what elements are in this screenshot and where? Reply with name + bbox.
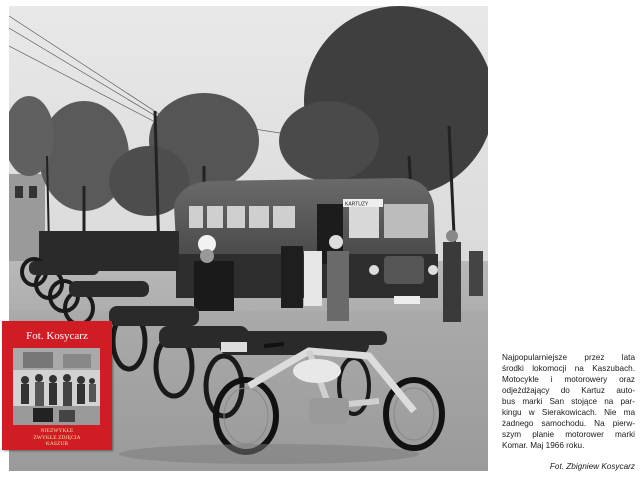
caption-line: odjeżdżający do Kartuz auto- [502, 386, 635, 395]
book-subtitle-line: KASZUB [45, 441, 69, 448]
book-cover-photo [13, 348, 100, 425]
book-cover-illustration [13, 348, 100, 425]
book-subtitle [2, 428, 112, 448]
caption-line: bus marki San stojące na par- [502, 397, 635, 406]
book-subtitle-line: NIEZWYKŁE [40, 428, 74, 434]
caption-line: żadnego samochodu. Na pierw- [502, 419, 635, 428]
caption-line: Komar. Maj 1966 roku. [502, 441, 585, 450]
photo-credit: Fot. Zbigniew Kosycarz [549, 462, 635, 471]
book-title: Fot. Kosycarz [26, 330, 88, 342]
bus-destination-sign: KARTUZY [345, 201, 369, 208]
photo-caption [502, 352, 635, 451]
book-subtitle-line: ZWYKŁE ZDJĘCIA [33, 434, 81, 441]
caption-line: Najpopularniejsze przez lata [502, 353, 635, 362]
caption-line: kingu w Sierakowicach. Nie ma [502, 408, 635, 417]
book-cover [2, 321, 112, 450]
caption-line: szym planie motorower marki [502, 430, 635, 439]
caption-line: Motocykle i motorowery oraz [502, 375, 635, 384]
caption-line: środki lokomocji na Kaszubach. [502, 364, 635, 373]
